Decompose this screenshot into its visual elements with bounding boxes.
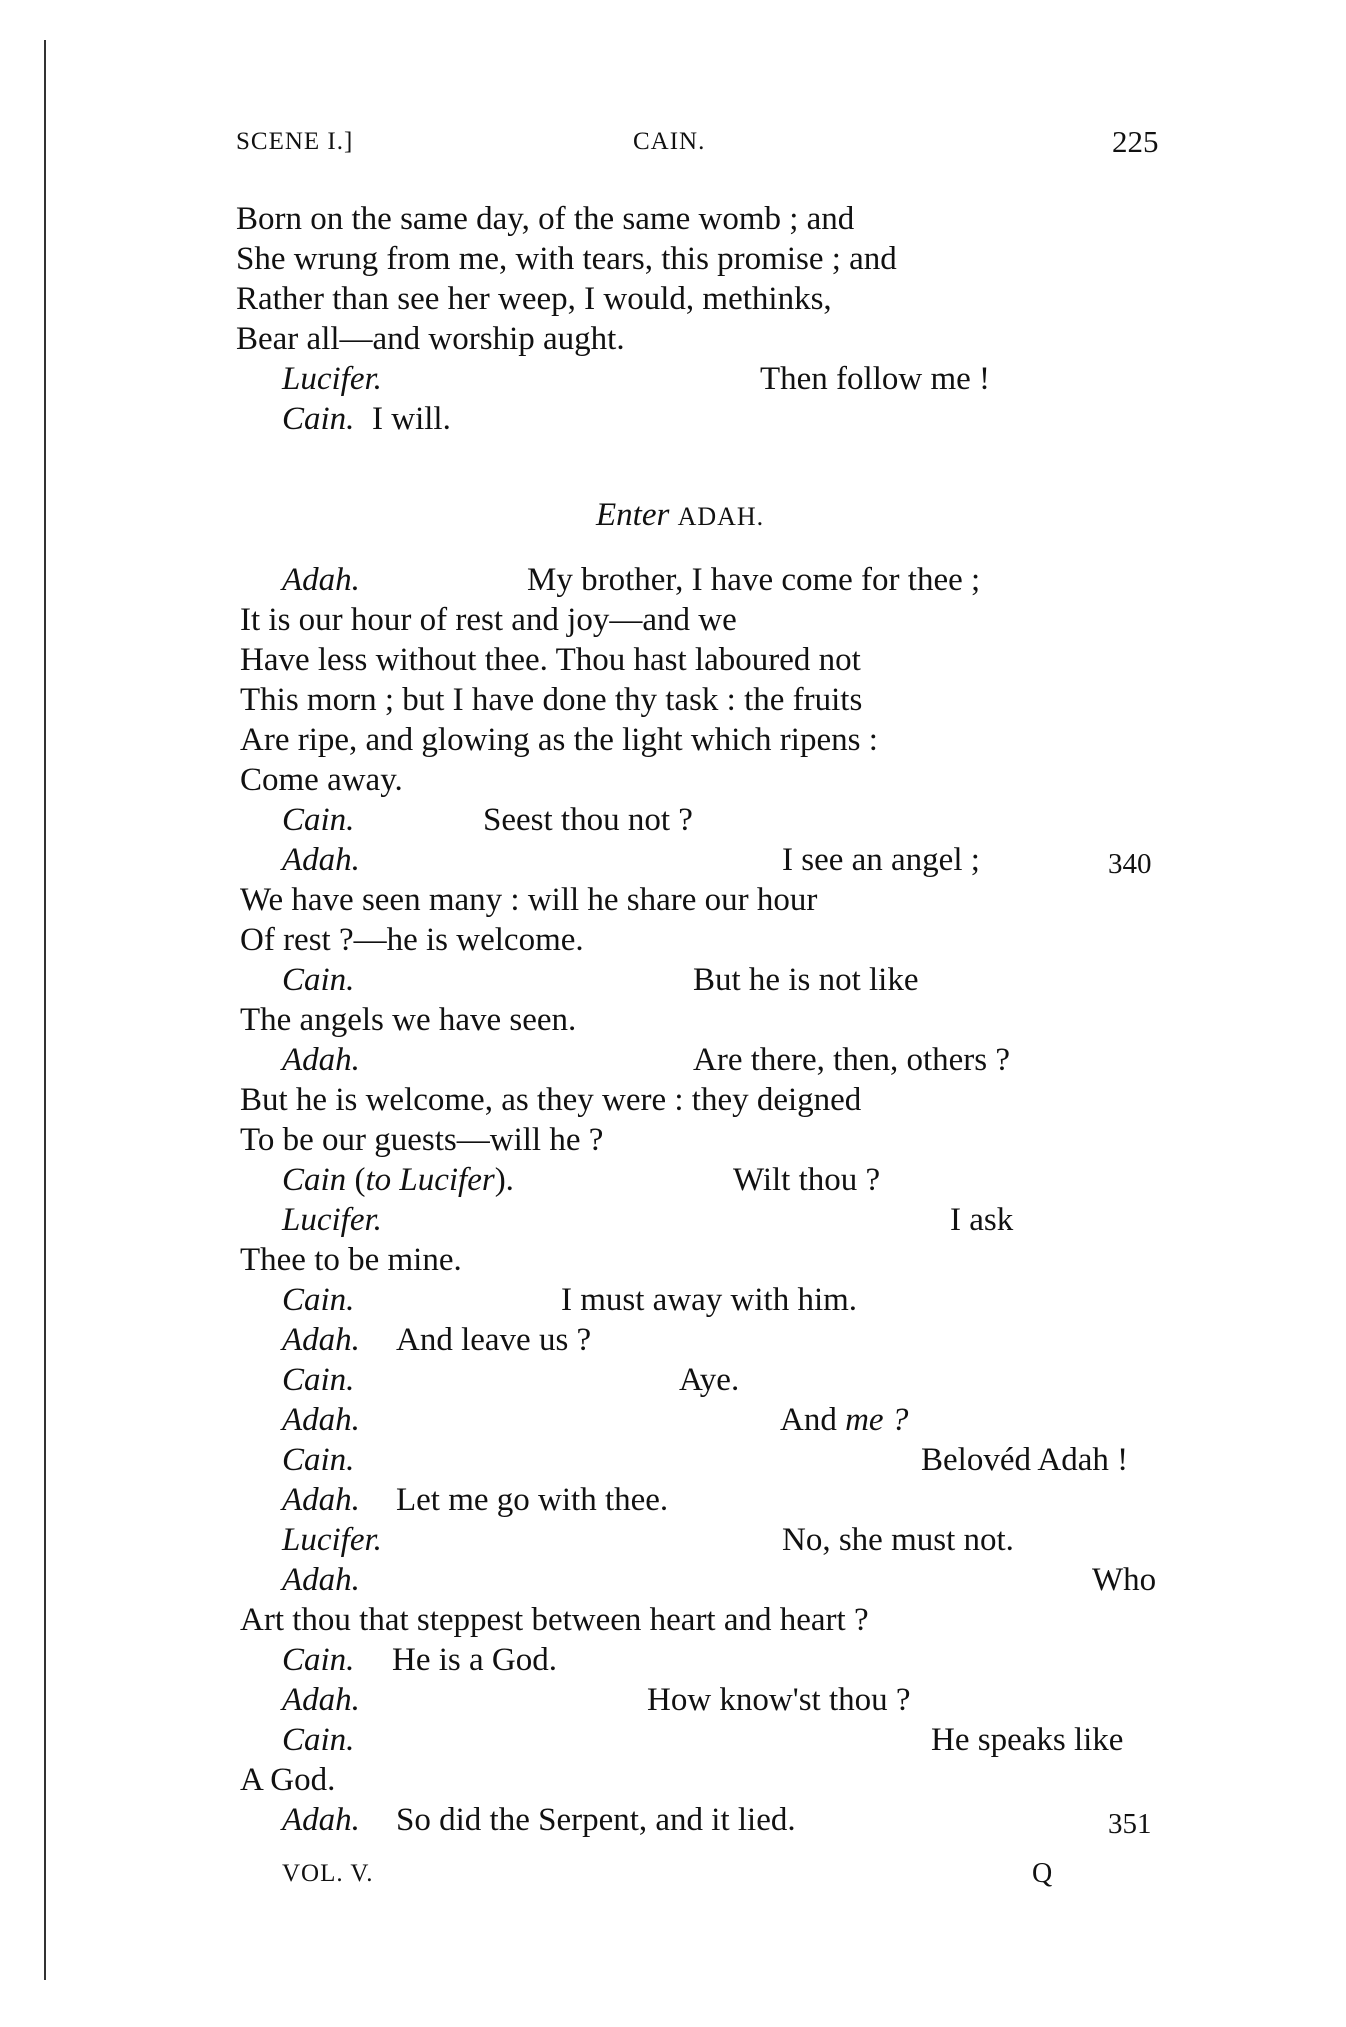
speaker-cain-with-direction	[282, 1164, 514, 1197]
verse-line: Art thou that steppest between heart and heart ?	[240, 1602, 869, 1638]
verse-line: I will.	[372, 401, 451, 437]
speaker-cain: Cain.	[282, 962, 355, 998]
verse-line: Seest thou not ?	[483, 802, 693, 838]
speaker-cain: Cain.	[282, 1442, 355, 1478]
header-title: CAIN.	[633, 128, 706, 155]
verse-line: He is a God.	[392, 1642, 557, 1678]
direction-open: (	[354, 1162, 366, 1198]
verse-line: We have seen many : will he share our hour	[240, 882, 818, 918]
speaker-cain: Cain.	[282, 1642, 355, 1678]
verse-line: Bear all—and worship aught.	[236, 321, 625, 357]
page-number: 225	[1112, 124, 1159, 159]
verse-line: No, she must not.	[782, 1522, 1014, 1558]
verse-line: She wrung from me, with tears, this promise ; and	[236, 241, 897, 277]
verse-line: Who	[1092, 1562, 1157, 1598]
speaker-adah: Adah.	[282, 842, 360, 878]
stage-verb: Enter	[596, 497, 670, 533]
verse-line: I ask	[950, 1202, 1014, 1238]
speaker-cain: Cain.	[282, 401, 355, 437]
verse-line: But he is welcome, as they were : they deigned	[240, 1082, 862, 1118]
verse-text: And	[780, 1402, 837, 1438]
speaker-cain: Cain.	[282, 802, 355, 838]
speaker-name: Cain	[282, 1162, 347, 1198]
line-number: 351	[1108, 1808, 1152, 1840]
verse-line: The angels we have seen.	[240, 1002, 577, 1038]
verse-line: Have less without thee. Thou hast laboured not	[240, 642, 861, 678]
verse-line: How know'st thou ?	[647, 1682, 911, 1718]
stage-character: ADAH.	[677, 502, 765, 531]
page-binding-edge	[44, 40, 46, 1980]
verse-line: Are ripe, and glowing as the light which ripens :	[240, 722, 878, 758]
header-scene: SCENE I.]	[236, 128, 354, 155]
speaker-lucifer: Lucifer.	[282, 1522, 382, 1558]
speaker-adah: Adah.	[282, 1802, 360, 1838]
speaker-lucifer: Lucifer.	[282, 361, 382, 397]
verse-line: Belovéd Adah !	[921, 1442, 1129, 1478]
verse-line: Born on the same day, of the same womb ; and	[236, 201, 855, 237]
signature-mark: Q	[1032, 1858, 1054, 1889]
verse-line	[780, 1404, 908, 1437]
verse-line: This morn ; but I have done thy task : the fruits	[240, 682, 863, 718]
verse-line: I must away with him.	[561, 1282, 858, 1318]
verse-line: And leave us ?	[396, 1322, 592, 1358]
speaker-adah: Adah.	[282, 1322, 360, 1358]
verse-line: Rather than see her weep, I would, methinks,	[236, 281, 832, 317]
stage-direction-inline: to Lucifer	[365, 1162, 495, 1198]
emphasis: me ?	[845, 1402, 909, 1438]
speaker-cain: Cain.	[282, 1282, 355, 1318]
direction-close: ).	[494, 1162, 514, 1198]
verse-line: Then follow me !	[760, 361, 991, 397]
speaker-cain: Cain.	[282, 1362, 355, 1398]
speaker-adah: Adah.	[282, 1042, 360, 1078]
speaker-lucifer: Lucifer.	[282, 1202, 382, 1238]
verse-line: Thee to be mine.	[240, 1242, 462, 1278]
line-number: 340	[1108, 848, 1152, 880]
verse-line: Are there, then, others ?	[693, 1042, 1011, 1078]
speaker-adah: Adah.	[282, 1402, 360, 1438]
verse-line: Come away.	[240, 762, 403, 798]
volume-mark: VOL. V.	[282, 1860, 374, 1887]
verse-line: Wilt thou ?	[733, 1162, 881, 1198]
verse-line: But he is not like	[693, 962, 919, 998]
verse-line: To be our guests—will he ?	[240, 1122, 604, 1158]
verse-line: My brother, I have come for thee ;	[527, 562, 981, 598]
speaker-adah: Adah.	[282, 562, 360, 598]
stage-direction	[596, 497, 764, 534]
speaker-adah: Adah.	[282, 1482, 360, 1518]
speaker-adah: Adah.	[282, 1682, 360, 1718]
verse-line: Aye.	[679, 1362, 740, 1398]
verse-line: It is our hour of rest and joy—and we	[240, 602, 737, 638]
verse-line: I see an angel ;	[782, 842, 980, 878]
speaker-cain: Cain.	[282, 1722, 355, 1758]
verse-line: A God.	[240, 1762, 336, 1798]
verse-line: He speaks like	[931, 1722, 1124, 1758]
verse-line: Of rest ?—he is welcome.	[240, 922, 584, 958]
verse-line: Let me go with thee.	[396, 1482, 669, 1518]
speaker-adah: Adah.	[282, 1562, 360, 1598]
verse-line: So did the Serpent, and it lied.	[396, 1802, 796, 1838]
